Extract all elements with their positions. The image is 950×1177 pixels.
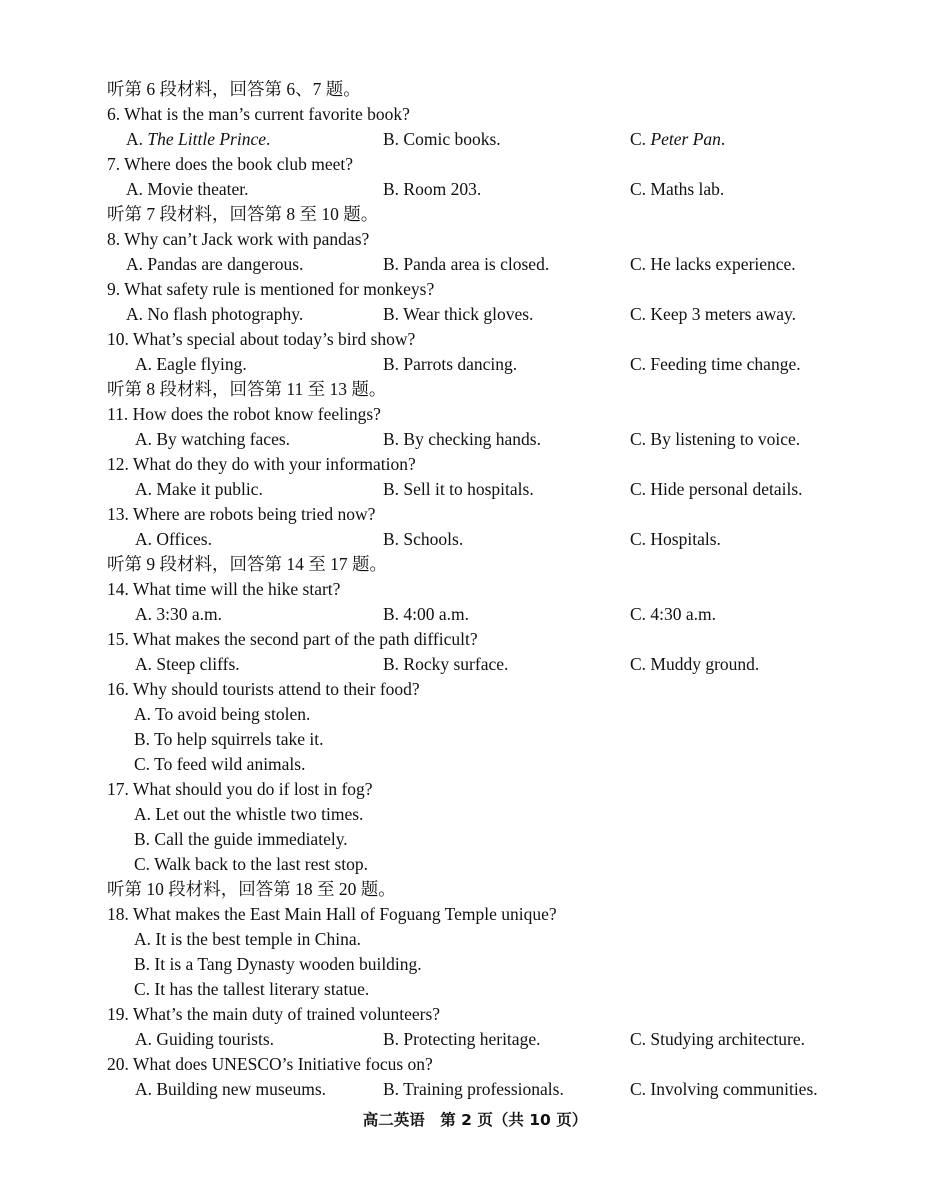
question-stem: 8. Why can’t Jack work with pandas?: [107, 229, 370, 249]
option-c: C. Muddy ground.: [630, 654, 760, 674]
options-row: [107, 1027, 890, 1052]
option-a: [126, 127, 270, 152]
page-footer: 高二英语 第 2 页（共 10 页）: [362, 1111, 588, 1129]
option-b: B. Panda area is closed.: [383, 254, 550, 274]
option-b: B. Schools.: [383, 529, 464, 549]
option-c: C. Walk back to the last rest stop.: [134, 854, 368, 874]
option-a: A. Let out the whistle two times.: [134, 804, 364, 824]
question-stem: 18. What makes the East Main Hall of Foguang Temple unique?: [107, 904, 557, 924]
question-stem: 13. Where are robots being tried now?: [107, 504, 376, 524]
option-b: B. To help squirrels take it.: [134, 729, 324, 749]
question-stem: 9. What safety rule is mentioned for monkeys?: [107, 279, 435, 299]
option-b: B. Room 203.: [383, 179, 482, 199]
book-title: Peter Pan: [650, 129, 721, 149]
section-header: 听第 10 段材料，回答第 18 至 20 题。: [107, 879, 396, 899]
option-b: B. Comic books.: [383, 129, 501, 149]
option-a: A. Eagle flying.: [135, 354, 247, 374]
option-a: A. Make it public.: [135, 479, 263, 499]
option-a: A. It is the best temple in China.: [134, 929, 361, 949]
option-a: A. Pandas are dangerous.: [126, 254, 304, 274]
options-row: [107, 252, 890, 277]
option-a: A. Guiding tourists.: [135, 1029, 275, 1049]
option-b: B. Wear thick gloves.: [383, 304, 534, 324]
book-title: The Little Prince: [147, 129, 266, 149]
question-stem: 20. What does UNESCO’s Initiative focus on?: [107, 1054, 433, 1074]
option-a-suffix: .: [266, 129, 271, 149]
option-a: A. Building new museums.: [135, 1079, 327, 1099]
option-a: A. Steep cliffs.: [135, 654, 240, 674]
option-b: B. Parrots dancing.: [383, 354, 518, 374]
option-c-suffix: .: [720, 129, 726, 149]
option-c: C. By listening to voice.: [630, 429, 801, 449]
option-a: A. 3:30 a.m.: [135, 604, 223, 624]
question-stem: 11. How does the robot know feelings?: [107, 404, 381, 424]
question-stem: 19. What’s the main duty of trained volunteers?: [107, 1004, 441, 1024]
options-row: [107, 602, 890, 627]
option-c: C. Maths lab.: [630, 179, 725, 199]
option-a: A. Offices.: [135, 529, 212, 549]
option-c: C. Hide personal details.: [630, 479, 803, 499]
question-stem: 14. What time will the hike start?: [107, 579, 341, 599]
option-c: C. Involving communities.: [630, 1079, 818, 1099]
section-header: 听第 8 段材料，回答第 11 至 13 题。: [107, 379, 387, 399]
option-c: C. Hospitals.: [630, 529, 721, 549]
option-b: B. Rocky surface.: [383, 654, 509, 674]
option-c-prefix: C.: [630, 129, 651, 149]
option-a: A. No flash photography.: [126, 304, 304, 324]
question-stem: 7. Where does the book club meet?: [107, 154, 354, 174]
option-c: C. To feed wild animals.: [134, 754, 306, 774]
question-stem: 10. What’s special about today’s bird show?: [107, 329, 416, 349]
options-row: [107, 1077, 890, 1102]
option-b: B. By checking hands.: [383, 429, 541, 449]
option-c: C. He lacks experience.: [630, 254, 796, 274]
option-c: C. 4:30 a.m.: [630, 604, 717, 624]
options-row: [107, 302, 890, 327]
question-stem: 16. Why should tourists attend to their food?: [107, 679, 420, 699]
options-row: [107, 127, 890, 152]
options-row: [107, 527, 890, 552]
option-a-prefix: A.: [126, 129, 148, 149]
option-c: C. Studying architecture.: [630, 1029, 805, 1049]
option-c: C. Keep 3 meters away.: [630, 304, 797, 324]
option-c: C. Feeding time change.: [630, 354, 801, 374]
option-c: [630, 127, 725, 152]
option-b: B. It is a Tang Dynasty wooden building.: [134, 954, 422, 974]
option-c: C. It has the tallest literary statue.: [134, 979, 370, 999]
options-row: [107, 427, 890, 452]
question-stem: 6. What is the man’s current favorite book?: [107, 104, 410, 124]
option-a: A. To avoid being stolen.: [134, 704, 311, 724]
option-b: B. Protecting heritage.: [383, 1029, 541, 1049]
options-row: [107, 652, 890, 677]
question-stem: 12. What do they do with your information?: [107, 454, 416, 474]
option-b: B. Sell it to hospitals.: [383, 479, 534, 499]
section-header: 听第 7 段材料，回答第 8 至 10 题。: [107, 204, 379, 224]
option-a: A. By watching faces.: [135, 429, 291, 449]
question-stem: 15. What makes the second part of the path difficult?: [107, 629, 478, 649]
option-b: B. Training professionals.: [383, 1079, 564, 1099]
option-a: A. Movie theater.: [126, 179, 249, 199]
section-header: 听第 9 段材料，回答第 14 至 17 题。: [107, 554, 387, 574]
options-row: [107, 352, 890, 377]
options-row: [107, 177, 890, 202]
options-row: [107, 477, 890, 502]
section-header: 听第 6 段材料，回答第 6、7 题。: [107, 79, 361, 99]
option-b: B. Call the guide immediately.: [134, 829, 348, 849]
option-b: B. 4:00 a.m.: [383, 604, 470, 624]
question-stem: 17. What should you do if lost in fog?: [107, 779, 373, 799]
